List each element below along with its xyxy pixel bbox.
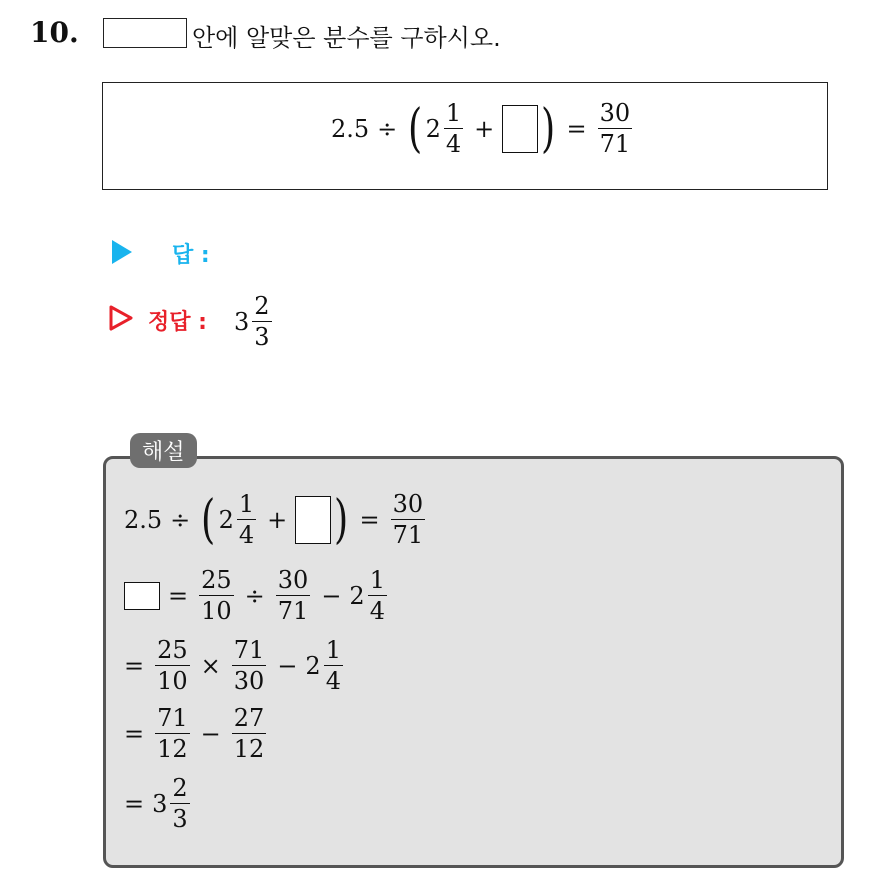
- numerator: 30: [277, 566, 309, 594]
- numerator: 25: [157, 636, 188, 664]
- right-paren: ): [541, 98, 556, 159]
- fraction: [232, 706, 267, 761]
- mixed-whole: 2: [425, 114, 441, 143]
- fraction: [199, 568, 234, 623]
- fraction: [276, 568, 311, 623]
- left-paren: (: [408, 98, 423, 159]
- outline-arrow-icon: [108, 304, 134, 332]
- mixed-whole: 2: [218, 505, 234, 534]
- correct-answer-label: 정답 :: [148, 310, 207, 335]
- mixed-whole: 2: [305, 651, 321, 680]
- numerator: 30: [392, 490, 424, 518]
- numerator: 1: [238, 490, 255, 518]
- explanation-line-5: [124, 776, 193, 831]
- numerator: 30: [599, 99, 631, 127]
- numerator: 71: [233, 636, 265, 664]
- equals-sign: =: [124, 719, 145, 748]
- equals-sign: =: [124, 789, 145, 818]
- fraction: [232, 638, 267, 693]
- fraction: [598, 101, 633, 156]
- numerator: 71: [157, 704, 188, 732]
- denominator: 30: [233, 667, 265, 695]
- mixed-whole: 2: [349, 581, 365, 610]
- mixed-whole: 3: [152, 789, 168, 818]
- divide-sign: ÷: [377, 114, 398, 143]
- denominator: 4: [445, 130, 462, 158]
- left-paren: (: [201, 489, 216, 550]
- equals-sign: =: [124, 651, 145, 680]
- denominator: 12: [157, 735, 188, 763]
- fraction: [324, 638, 343, 693]
- correct-answer-value: [234, 294, 275, 349]
- numerator: 27: [233, 704, 265, 732]
- fraction: [155, 706, 190, 761]
- denominator: 3: [172, 805, 188, 833]
- denominator: 4: [325, 667, 341, 695]
- answer-blank-box: [103, 18, 187, 48]
- fraction: [170, 776, 189, 831]
- mixed-whole: 3: [234, 307, 250, 336]
- fraction: [237, 492, 256, 547]
- fraction: [444, 101, 463, 156]
- answer-label: 답 :: [172, 243, 210, 268]
- denominator: 71: [392, 521, 424, 549]
- fraction: [368, 568, 387, 623]
- unknown-box: [502, 105, 538, 153]
- equation-box: [102, 82, 828, 190]
- numerator: 2: [172, 774, 188, 802]
- minus-sign: −: [321, 581, 342, 610]
- plus-sign: +: [267, 505, 288, 534]
- numerator: 25: [201, 566, 232, 594]
- denominator: 71: [277, 597, 309, 625]
- numerator: 1: [445, 99, 462, 127]
- question-number: 10.: [30, 16, 79, 49]
- explanation-line-4: [124, 706, 269, 761]
- explanation-line-2: [124, 568, 390, 623]
- question-prompt: 안에 알맞은 분수를 구하시오.: [192, 24, 501, 52]
- eq-term: 2.5: [331, 114, 370, 143]
- multiply-sign: ×: [200, 651, 221, 680]
- plus-sign: +: [474, 114, 495, 143]
- denominator: 4: [238, 521, 255, 549]
- play-arrow-icon: [112, 240, 132, 264]
- right-paren: ): [334, 489, 349, 550]
- denominator: 12: [233, 735, 265, 763]
- denominator: 71: [599, 130, 631, 158]
- denominator: 10: [201, 597, 232, 625]
- equals-sign: =: [168, 581, 189, 610]
- denominator: 4: [369, 597, 385, 625]
- explanation-line-3: [124, 638, 346, 693]
- unknown-box: [295, 496, 331, 544]
- fraction: [252, 294, 271, 349]
- equation: [331, 98, 635, 159]
- numerator: 1: [369, 566, 385, 594]
- explanation-line-1: [124, 489, 428, 550]
- divide-sign: ÷: [244, 581, 265, 610]
- unknown-box: [124, 582, 160, 610]
- equals-sign: =: [359, 505, 380, 534]
- eq-term: 2.5: [124, 505, 163, 534]
- equals-sign: =: [566, 114, 587, 143]
- minus-sign: −: [277, 651, 298, 680]
- fraction: [391, 492, 426, 547]
- denominator: 3: [254, 323, 270, 351]
- denominator: 10: [157, 667, 188, 695]
- fraction: [155, 638, 190, 693]
- divide-sign: ÷: [170, 505, 191, 534]
- numerator: 1: [325, 636, 341, 664]
- minus-sign: −: [200, 719, 221, 748]
- numerator: 2: [254, 292, 270, 320]
- explanation-tab: 해설: [130, 433, 197, 468]
